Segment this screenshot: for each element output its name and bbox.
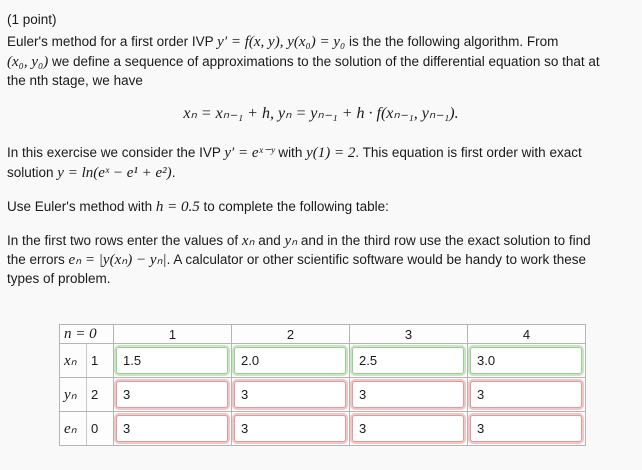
ivp-equation: y′ = eˣ⁻ʸ xyxy=(224,145,275,161)
text: the errors xyxy=(7,252,69,267)
table-cell xyxy=(468,344,586,378)
initial-point: (x₀, y₀) xyxy=(7,54,49,70)
answer-input-y1[interactable]: 3 xyxy=(116,381,228,408)
n-label: n = 0 xyxy=(64,325,97,342)
exercise-line-1 xyxy=(7,143,582,163)
row-variable: yₙ xyxy=(64,387,77,403)
table-cell xyxy=(350,344,468,378)
text: . xyxy=(171,165,176,180)
row-variable: eₙ xyxy=(64,421,77,437)
table-cell xyxy=(114,378,232,412)
table-header-row xyxy=(60,325,586,344)
table-row-xn xyxy=(60,344,586,378)
text: . This equation is first order with exact xyxy=(355,145,582,160)
column-header: 2 xyxy=(232,325,350,344)
text: to complete the following table: xyxy=(199,199,389,214)
text: is the the following algorithm. From xyxy=(345,34,559,49)
text: . A calculator or other scientific software would be handy to work these xyxy=(166,252,587,267)
answer-input-x4[interactable]: 3.0 xyxy=(470,347,582,374)
answer-input-e1[interactable]: 3 xyxy=(116,415,228,442)
instructions-line-3: types of problem. xyxy=(7,271,111,286)
text: with xyxy=(274,145,307,160)
instructions-line-2 xyxy=(7,250,586,270)
points-label: (1 point) xyxy=(7,12,57,27)
text: In the first two rows enter the values of xyxy=(7,233,242,248)
euler-table xyxy=(59,324,586,446)
answer-input-y3[interactable]: 3 xyxy=(352,381,464,408)
intro-line-3: the nth stage, we have xyxy=(7,73,143,88)
answer-input-y4[interactable]: 3 xyxy=(470,381,582,408)
answer-input-e4[interactable]: 3 xyxy=(470,415,582,442)
exercise-line-2 xyxy=(7,163,175,183)
error-formula: eₙ = |y(xₙ) − yₙ| xyxy=(68,252,167,268)
text: Euler's method for a first order IVP xyxy=(7,34,218,49)
exact-solution: y = ln(eˣ − e¹ + e²) xyxy=(57,165,172,181)
text: In this exercise we consider the IVP xyxy=(7,145,225,160)
initial-value: 1 xyxy=(86,344,98,377)
header-n-label xyxy=(60,325,114,344)
table-cell xyxy=(350,378,468,412)
answer-input-e3[interactable]: 3 xyxy=(352,415,464,442)
yn-symbol: yₙ xyxy=(284,233,298,249)
initial-condition: y(1) = 2 xyxy=(306,145,356,161)
answer-input-x1[interactable]: 1.5 xyxy=(116,347,228,374)
table-cell xyxy=(114,344,232,378)
answer-input-x3[interactable]: 2.5 xyxy=(352,347,464,374)
column-header: 4 xyxy=(468,325,586,344)
initial-value: 2 xyxy=(86,378,98,411)
table-cell xyxy=(114,412,232,446)
table-row-yn xyxy=(60,378,586,412)
table-cell xyxy=(232,344,350,378)
answer-input-y2[interactable]: 3 xyxy=(234,381,346,408)
euler-formula: xₙ = xₙ₋₁ + h, yₙ = yₙ₋₁ + h · f(xₙ₋₁, yₙ₋₁). xyxy=(183,105,459,122)
answer-input-e2[interactable]: 3 xyxy=(234,415,346,442)
row-label xyxy=(60,412,114,446)
initial-value: 0 xyxy=(86,412,98,445)
intro-line-2 xyxy=(7,52,600,72)
step-size-line xyxy=(7,197,389,217)
table-row-en xyxy=(60,412,586,446)
text: we define a sequence of approximations to the solution of the differential equation so that at xyxy=(48,54,600,69)
text: and in the third row use the exact solution to find xyxy=(297,233,591,248)
ivp-formula: y′ = f(x, y), y(x₀) = y₀ xyxy=(217,34,346,50)
text: Use Euler's method with xyxy=(7,199,156,214)
step-size: h = 0.5 xyxy=(155,199,200,215)
column-header: 1 xyxy=(114,325,232,344)
answer-input-x2[interactable]: 2.0 xyxy=(234,347,346,374)
intro-line-1 xyxy=(7,32,558,52)
table-cell xyxy=(350,412,468,446)
column-header: 3 xyxy=(350,325,468,344)
table-cell xyxy=(232,378,350,412)
xn-symbol: xₙ xyxy=(241,233,255,249)
table-cell xyxy=(468,378,586,412)
text: solution xyxy=(7,165,58,180)
instructions-line-1 xyxy=(7,231,591,251)
row-label xyxy=(60,344,114,378)
table-cell xyxy=(468,412,586,446)
table-cell xyxy=(232,412,350,446)
row-label xyxy=(60,378,114,412)
row-variable: xₙ xyxy=(64,353,77,369)
text: and xyxy=(254,233,285,248)
